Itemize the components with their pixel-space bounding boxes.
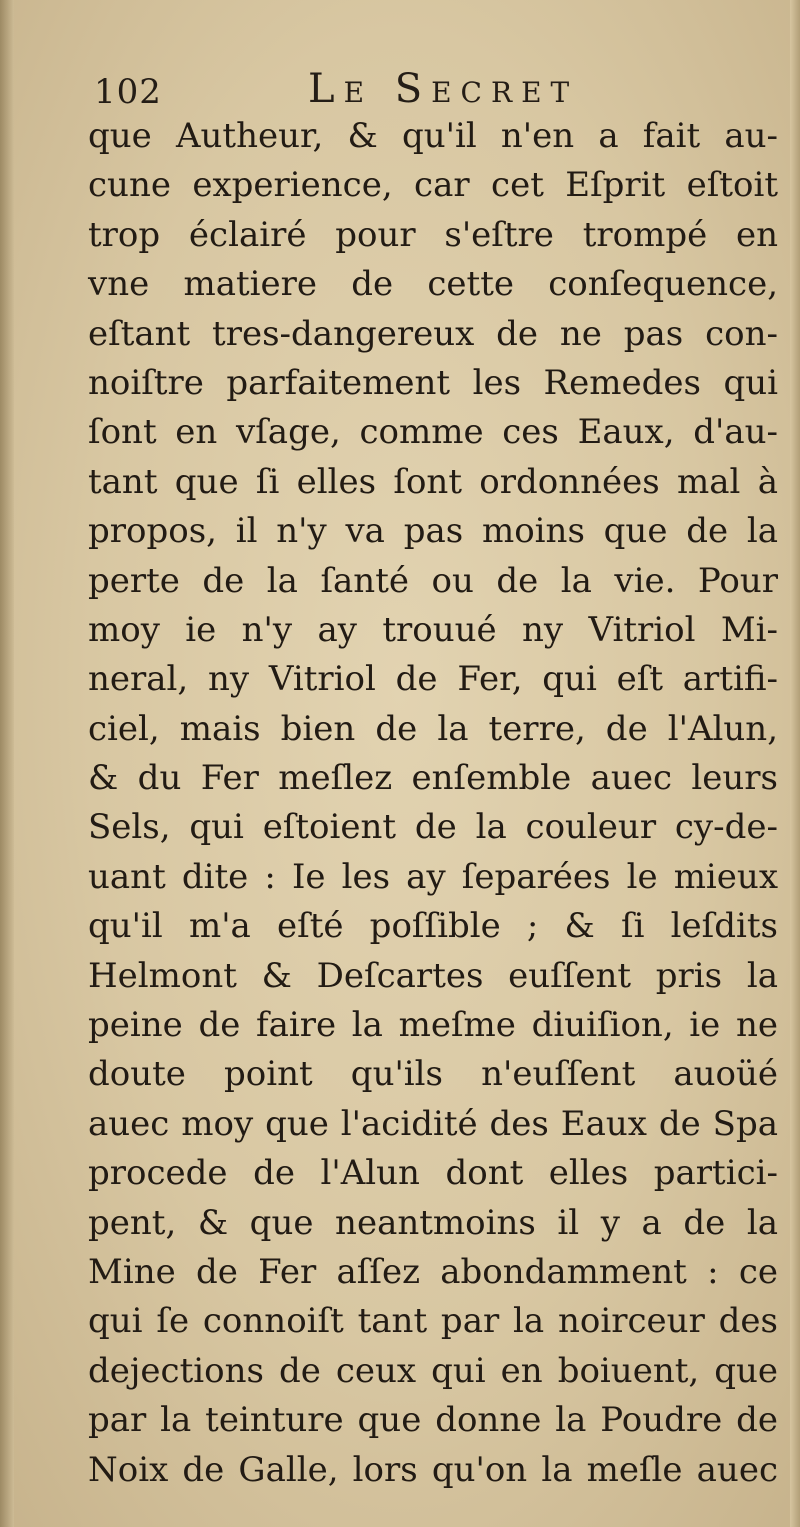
text-line: perte de la ſanté ou de la vie. Pour bbox=[88, 560, 778, 601]
text-line: vne matiere de cette conſequence, bbox=[88, 264, 778, 305]
text-line: Noix de Galle, lors qu'on la meſle auec bbox=[88, 1449, 778, 1490]
text-line: & du Fer meſlez enſemble auec leurs bbox=[88, 758, 778, 799]
text-line: eſtant tres-dangereux de ne pas con- bbox=[88, 313, 778, 354]
text-line: neral, ny Vitriol de Fer, qui eſt artifi- bbox=[88, 659, 778, 700]
body-text bbox=[88, 112, 778, 1495]
page-edge-shadow bbox=[790, 0, 800, 1527]
page-gutter-shadow bbox=[0, 0, 14, 1527]
text-line: qu'il m'a eſté poſſible ; & ſi leſdits bbox=[88, 906, 778, 947]
text-line: peine de faire la meſme diuiſion, ie ne bbox=[88, 1005, 778, 1046]
text-line: tant que ſi elles ſont ordonnées mal à bbox=[88, 461, 778, 502]
text-line: Helmont & Deſcartes euſſent pris la bbox=[88, 955, 778, 996]
text-line: uant dite : Ie les ay ſeparées le mieux bbox=[88, 856, 778, 897]
text-line: que Autheur, & qu'il n'en a fait au- bbox=[88, 116, 778, 156]
text-line: ciel, mais bien de la terre, de l'Alun, bbox=[88, 708, 778, 749]
text-line: qui ſe connoiſt tant par la noirceur des bbox=[88, 1301, 778, 1342]
text-line: procede de l'Alun dont elles partici- bbox=[88, 1153, 778, 1194]
text-line: dejections de ceux qui en boiuent, que bbox=[88, 1350, 778, 1391]
text-line: moy ie n'y ay trouué ny Vitriol Mi- bbox=[88, 609, 778, 650]
text-line: cune experience, car cet Eſprit eſtoit bbox=[88, 165, 778, 206]
text-line: par la teinture que donne la Poudre de bbox=[88, 1400, 778, 1441]
page-number: 102 bbox=[94, 72, 162, 112]
text-line: Mine de Fer aſſez abondamment : ce bbox=[88, 1251, 778, 1292]
running-title: Le Secret bbox=[308, 66, 579, 112]
text-line: Sels, qui eſtoient de la couleur cy-de- bbox=[88, 807, 778, 848]
text-line: noiſtre parfaitement les Remedes qui bbox=[88, 362, 778, 403]
text-line: ſont en vſage, comme ces Eaux, d'au- bbox=[88, 412, 778, 453]
text-line: propos, il n'y va pas moins que de la bbox=[88, 511, 778, 552]
text-line: auec moy que l'acidité des Eaux de Spa bbox=[88, 1103, 778, 1144]
text-line: doute point qu'ils n'euſſent auoüé bbox=[88, 1054, 778, 1095]
text-line: pent, & que neantmoins il y a de la bbox=[88, 1202, 778, 1243]
text-line: trop éclairé pour s'eſtre trompé en bbox=[88, 214, 778, 255]
